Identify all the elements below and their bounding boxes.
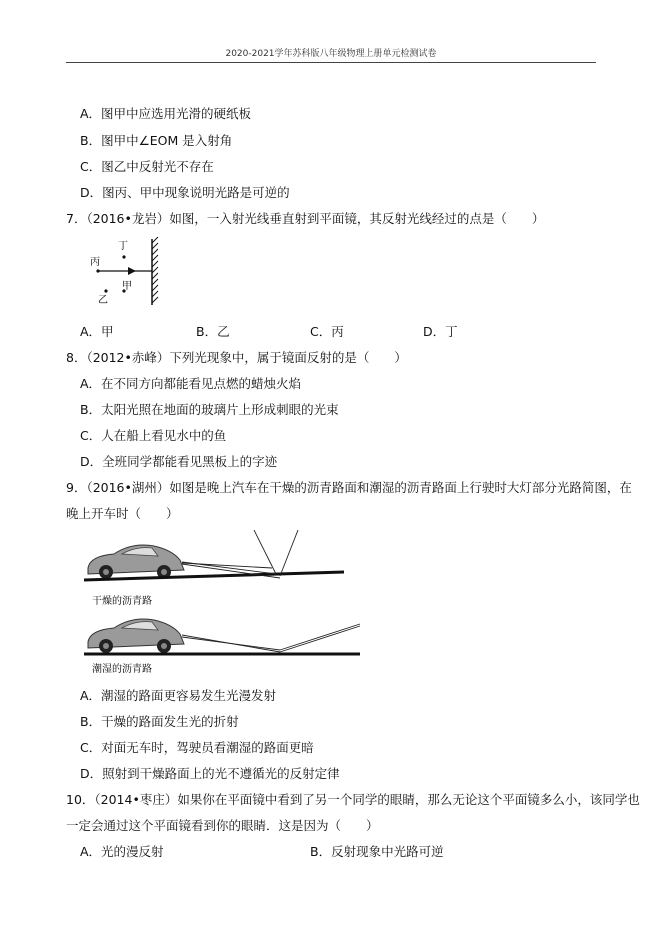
q9-stem-line1: 9．（2016•湖州）如图是晚上汽车在干燥的沥青路面和潮湿的沥青路面上行驶时大灯部分光路简图，在 <box>66 480 632 495</box>
ray-arrow <box>128 267 136 275</box>
q7-option-a: A．甲 <box>80 324 114 339</box>
q10-stem-line2: 一定会通过这个平面镜看到你的眼睛．这是因为（ ） <box>66 818 379 833</box>
wet-light-rays <box>182 624 360 652</box>
q8-option-c: C．人在船上看见水中的鱼 <box>80 428 227 443</box>
q10-option-a: A．光的漫反射 <box>80 844 164 859</box>
car-dry <box>88 545 184 579</box>
caption-dry: 干燥的沥青路 <box>92 596 152 607</box>
label-jia: 甲 <box>122 281 132 292</box>
point-ding <box>122 255 125 258</box>
dry-light-rays <box>182 530 298 578</box>
car-wet <box>88 619 184 653</box>
page-header: 2020-2021学年苏科版八年级物理上册单元检测试卷 <box>225 49 437 59</box>
q6-option-b: B．图甲中∠EOM 是入射角 <box>80 133 233 148</box>
mirror-hatching <box>152 237 158 303</box>
q6-option-c: C．图乙中反射光不存在 <box>80 159 214 174</box>
label-yi: 乙 <box>98 295 108 306</box>
q10-option-b: B．反射现象中光路可逆 <box>310 844 444 859</box>
q9-option-d: D．照射到干燥路面上的光不遵循光的反射定律 <box>80 766 340 781</box>
q6-option-a: A．图甲中应选用光滑的硬纸板 <box>80 106 252 121</box>
q7-mirror-figure <box>84 233 174 313</box>
label-ding: 丁 <box>118 241 128 252</box>
q8-option-d: D．全班同学都能看见黑板上的字迹 <box>80 454 278 469</box>
q7-option-d: D．丁 <box>423 324 458 339</box>
caption-wet: 潮湿的沥青路 <box>92 664 152 675</box>
q9-headlight-figure <box>84 530 364 678</box>
q8-option-a: A．在不同方向都能看见点燃的蜡烛火焰 <box>80 376 302 391</box>
q10-stem-line1: 10．（2014•枣庄）如果你在平面镜中看到了另一个同学的眼睛，那么无论这个平面镜多么小，该同学也 <box>66 792 640 807</box>
dry-road-surface <box>84 572 344 580</box>
q6-option-d: D．图丙、甲中现象说明光路是可逆的 <box>80 185 290 200</box>
q9-stem-line2: 晚上开车时（ ） <box>66 506 179 521</box>
point-bing <box>96 269 99 272</box>
q9-option-b: B．干燥的路面发生光的折射 <box>80 714 239 729</box>
q9-option-a: A．潮湿的路面更容易发生光漫发射 <box>80 688 277 703</box>
q8-option-b: B．太阳光照在地面的玻璃片上形成刺眼的光束 <box>80 402 339 417</box>
q7-option-c: C．丙 <box>310 324 344 339</box>
q9-option-c: C．对面无车时，驾驶员看潮湿的路面更暗 <box>80 740 314 755</box>
q7-stem: 7．（2016•龙岩）如图，一入射光线垂直射到平面镜，其反射光线经过的点是（ ） <box>66 211 545 226</box>
q8-stem: 8．（2012•赤峰）下列光现象中，属于镜面反射的是（ ） <box>66 350 407 365</box>
q7-option-b: B．乙 <box>196 324 230 339</box>
label-bing: 丙 <box>90 257 100 268</box>
point-yi <box>104 289 107 292</box>
header-rule <box>66 62 596 63</box>
